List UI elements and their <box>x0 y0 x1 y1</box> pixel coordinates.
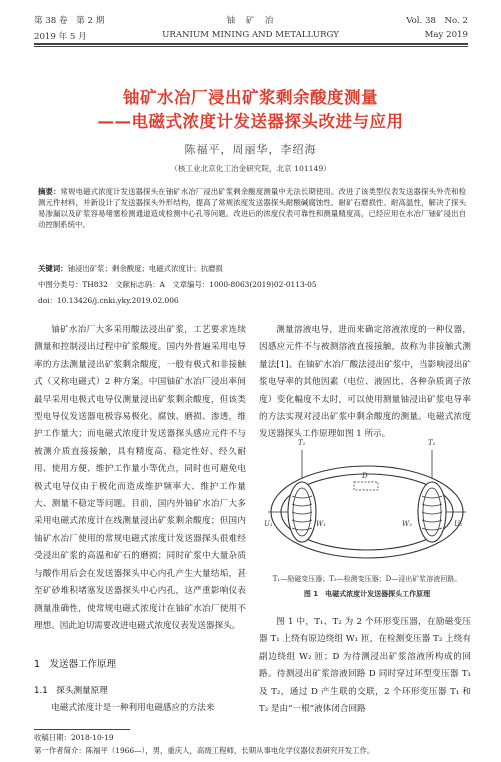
figure-explanation <box>259 614 471 718</box>
article-title: 铀矿水冶厂浸出矿浆剩余酸度测量 <box>123 88 378 107</box>
principle-paragraph-start: 电磁式浓度计是一种利用电磁感应的方法来 <box>51 703 215 713</box>
date-cn: 2019 年 5 月 <box>34 32 87 42</box>
journal-name-en: URANIUM MINING AND METALLURGY <box>162 30 339 40</box>
volume-issue: 第 38 卷 第 2 期 <box>34 16 105 26</box>
left-column <box>34 322 246 635</box>
header-rule-thin <box>34 46 468 47</box>
date-en: May 2019 <box>424 30 468 40</box>
section-heading-1: 1 发送器工作原理 <box>34 659 117 670</box>
label-w1: W₁ <box>316 520 327 528</box>
detection-transformer <box>418 450 446 542</box>
keywords-label: 关键词： <box>38 264 68 273</box>
figure-1-diagram <box>262 430 472 568</box>
intro-paragraph: 铀矿水冶厂大多采用酸法浸出矿浆，工艺要求连续测量和控制浸出过程中矿浆酸度。国内外普遍采用电导率的方法测量浸出矿浆剩余酸度，一般有极式和非接触式（又称电磁式）2 种方案。中国铀矿水冶厂浸出率间最早采用电极式电导仪测量浸出矿浆剩余酸度，但该类型电导仪发送器电极容易极化、腐蚀、磨损、渗透，维护工作量大；而电磁式浓度计发送器探头感应元件不与被测介质直接接触，具有精度高、稳定性好、经久耐用、使用方便、维护工作量小等优点，同时也可避免电极式电导仪由于极化而造成维护频率大、维护工作量大、测量不稳定等问题。目前，国内外铀矿水冶厂大多采用电磁式浓度计在线测量浸出矿浆剩余酸度；但国内铀矿水冶厂使用的常规电磁式浓度计发送器探头很难经受浸出矿浆的高温和矿石的磨损；同时矿浆中大量杂质与酸作用后会在发送器探头中心内孔产生大量结垢，甚至矿砂堆积堵塞发送器探头中心内孔，这严重影响仪表测量准确性，使常规电磁式浓度计在铀矿水冶厂使用不理想。因此迫切需要改进电磁式浓度仪表发送器探头。 <box>34 325 246 631</box>
figure-explanation-paragraph: 图 1 中，T₁、T₂ 为 2 个环形变压器，在励磁变压器 T₁ 上绕有原边绕组 W₁ 匝，在检测变压器 T₂ 上绕有副边绕组 W₂ 匝；D 为待测浸出矿浆溶液所构成的回路。待测浸出矿浆溶液回路 D 同时穿过环型变压器 T₁ 及 T₂，通过 D 产生联的交联，2 个环形变压器 T₁ 和 T₂ 是由“一根”液体闭合回路 <box>259 617 471 715</box>
keywords <box>38 263 223 274</box>
principle-paragraph: 测量溶液电导，进而来确定溶液浓度的一种仪器，因感应元件不与被测溶液直接接触，故称为非接触式测量法[1]。在铀矿水冶厂酸法浸出矿浆中，当影响浸出矿浆电导率的其他因素（电位、液固比、各种杂质离子浓度）变化幅度不太时，可以使用测量铀浸出矿浆电导率的方法实现对浸出矿浆中剩余酸度的测量。电磁式浓度发送器探头工作原理如图 1 所示。 <box>259 325 471 440</box>
author-bio: 第一作者简介：陈福平（1966—），男，重庆人，高级工程师，长期从事电化学仪器仪表研究开发工作。 <box>34 746 375 755</box>
excitation-transformer <box>288 450 316 542</box>
abstract-text: 常规电磁式浓度计发送器探头在铀矿水冶厂浸出矿浆剩余酸度测量中无法长期使用。改进了该类型仪表发送器探头外壳和检测元件材料，并新设计了发送器探头外形结构，提高了常规浓度发送器探头耐酸碱腐蚀性、耐矿石磨损性、耐高温性，解决了探头易渗漏以及矿浆容易堵塞检测通道造成检测中心孔等问题。改进后的浓度仪表可靠性和测量精度高，已经应用在水冶厂铀矿浸出自动控制系统中。 <box>38 187 466 230</box>
keywords-text: 铀浸出矿浆；剩余酸度；电磁式浓度计；抗磨损 <box>67 264 223 273</box>
label-t2: T₂ <box>428 439 436 447</box>
received-date: 收稿日期：2018-10-19 <box>34 733 114 742</box>
footnote-rule <box>34 729 130 730</box>
header-rule <box>34 43 468 45</box>
doi: doi：10.13426/j.cnki.yky.2019.02.006 <box>38 296 179 305</box>
label-t1: T₁ <box>298 439 306 447</box>
solution-region <box>354 482 378 490</box>
label-d: D <box>362 472 368 480</box>
label-u2: U₂ <box>454 520 463 528</box>
right-column <box>259 322 471 444</box>
affiliation: （核工业北京化工冶金研究院，北京 101149） <box>170 164 331 173</box>
section-1-1-text <box>34 700 246 718</box>
abstract <box>38 186 466 230</box>
figure-caption: 图 1 电磁式浓度计发送器探头工作原理 <box>303 590 431 598</box>
classification-line: 中图分类号：TH832 文献标志码：A 文章编号：1000-8063(2019)02-0113-05 <box>38 280 317 289</box>
figure-legend: T₁—励磁变压器；T₂—检测变压器；D—浸出矿浆溶液回路。 <box>272 575 462 583</box>
volume-en: Vol. 38 No. 2 <box>406 16 468 26</box>
article-subtitle: ——电磁式浓度计发送器探头改进与应用 <box>97 112 404 131</box>
abstract-label: 摘要： <box>38 187 61 196</box>
authors: 陈福平，周丽华，李绍海 <box>184 143 317 156</box>
label-u1: U₁ <box>264 520 273 528</box>
journal-name-cn: 铀 矿 冶 <box>226 16 275 26</box>
section-heading-1-1: 1.1 探头测量原理 <box>34 686 108 696</box>
label-w2: W₂ <box>402 520 413 528</box>
